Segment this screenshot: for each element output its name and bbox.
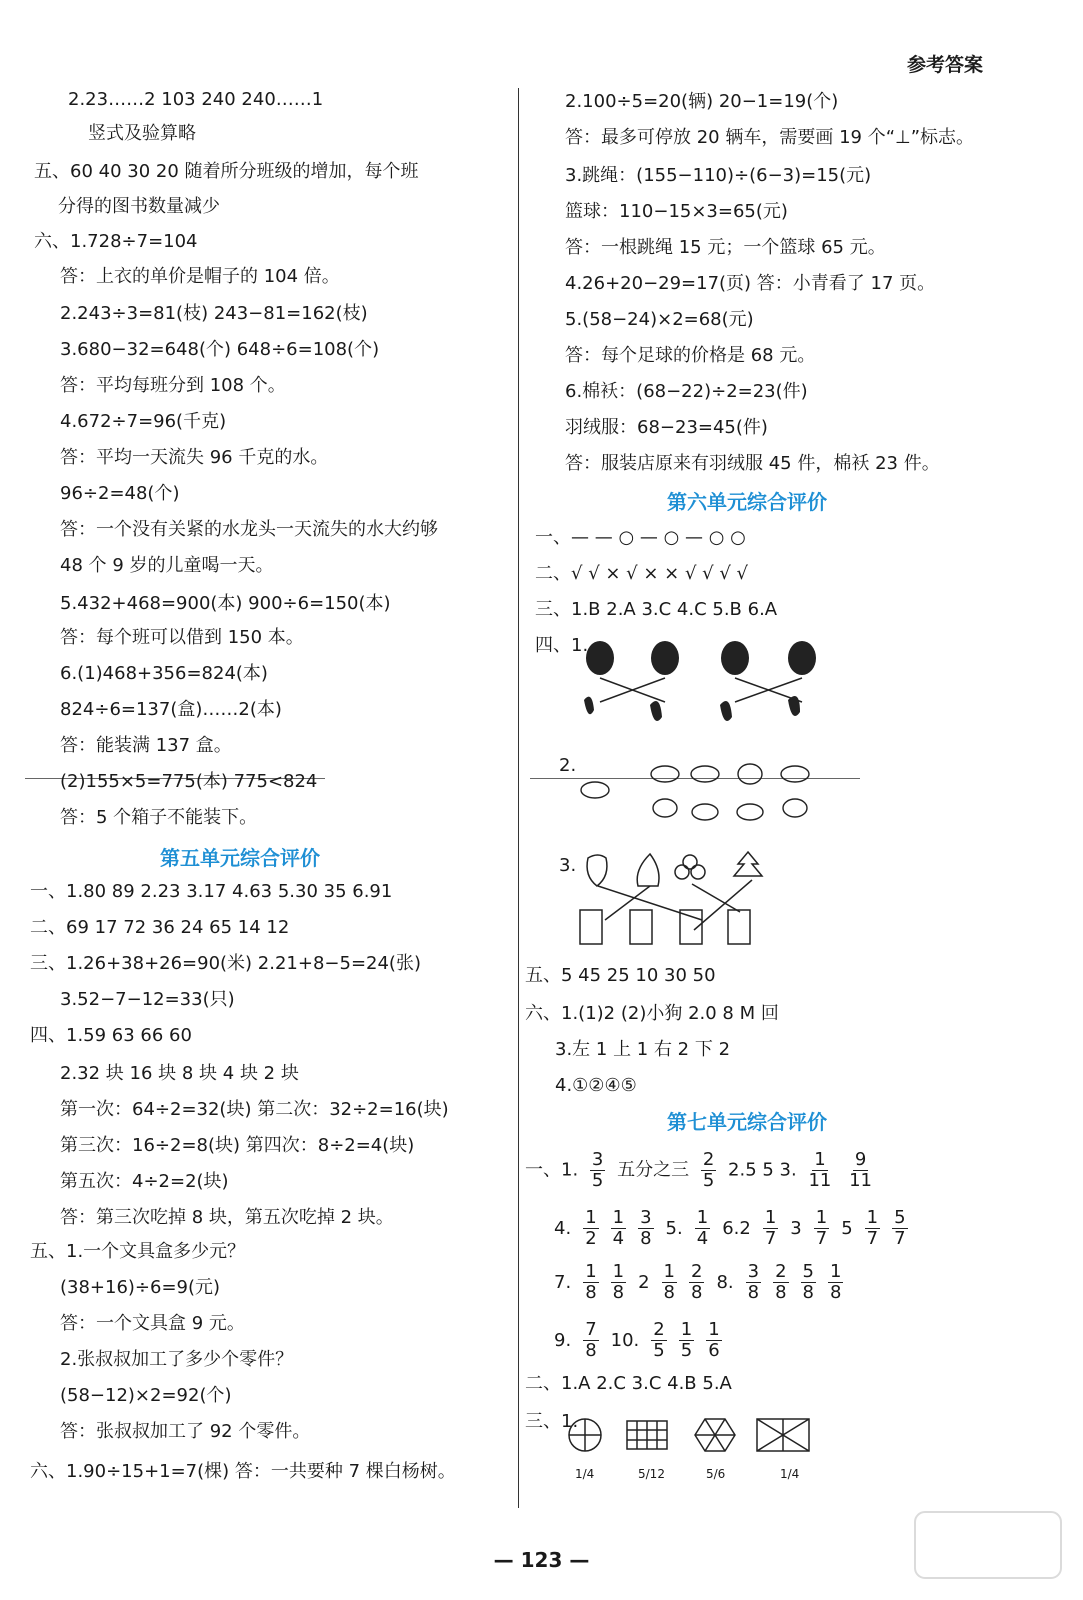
- answer-text: 2.5 5 3.: [728, 1159, 797, 1181]
- fraction-text: 五分之三: [617, 1159, 690, 1181]
- answer-line: 三、1.26+38+26=90(米) 2.21+8−5=24(张): [30, 953, 421, 974]
- fraction: $\frac{7}{8}$: [585, 1319, 597, 1361]
- answer-line: 3.52−7−12=33(只): [60, 989, 235, 1010]
- fraction: $\frac{3}{5}$: [591, 1149, 604, 1191]
- answer-token: 4.: [554, 1217, 572, 1239]
- answer-token: 6.2: [722, 1217, 751, 1239]
- answer-line: 答：一个没有关紧的水龙头一天流失的水大约够: [60, 519, 438, 540]
- fraction: $\frac{1}{4}$: [612, 1207, 625, 1249]
- answer-line: 2.243÷3=81(枝) 243−81=162(枝): [60, 303, 368, 324]
- shape-matching-figure: [570, 850, 800, 950]
- fraction: $\frac{2}{8}$: [775, 1261, 787, 1303]
- answer-line: 六、1.90÷15+1=7(棵) 答：一共要种 7 棵白杨树。: [30, 1461, 456, 1482]
- fraction: $\frac{9}{11}$: [849, 1149, 873, 1191]
- answer-line: 答：上衣的单价是帽子的 104 倍。: [60, 266, 340, 287]
- fraction: $\frac{1}{7}$: [764, 1207, 777, 1249]
- answer-line: 答：能装满 137 盒。: [60, 735, 232, 756]
- watermark-logo: [913, 1510, 1063, 1580]
- answer-line: 答：每个足球的价格是 68 元。: [565, 345, 816, 366]
- answer-line: 分得的图书数量减少: [58, 196, 220, 217]
- answer-line: 3.680−32=648(个) 648÷6=108(个): [60, 339, 380, 360]
- answer-line: (38+16)÷6=9(元): [60, 1277, 221, 1298]
- answer-line: 824÷6=137(盒)……2(本): [60, 699, 282, 720]
- page-number: — 123 —: [493, 1548, 590, 1572]
- answer-line: 2.23……2 103 240 240……1: [68, 89, 324, 110]
- column-divider: [518, 88, 519, 1508]
- fraction: $\frac{2}{8}$: [691, 1261, 703, 1303]
- answer-line: 答：服装店原来有羽绒服 45 件，棉袄 23 件。: [565, 453, 940, 474]
- shape-label-1: 1/4: [575, 1467, 595, 1481]
- answer-token: 9.: [554, 1329, 572, 1351]
- fraction: $\frac{5}{7}$: [894, 1207, 906, 1249]
- answer-line: 答：平均每班分到 108 个。: [60, 375, 286, 396]
- answer-line: 2.张叔叔加工了多少个零件？: [60, 1349, 294, 1370]
- answer-line: (2)155×5=775(本) 775<824: [60, 771, 318, 792]
- fraction-row-1: [525, 1150, 878, 1191]
- q-label: 一、1.: [525, 1159, 579, 1181]
- answer-line: 四、1.59 63 66 60: [30, 1025, 192, 1046]
- fraction: $\frac{1}{8}$: [830, 1261, 842, 1303]
- answer-line: 一、1.80 89 2.23 3.17 4.63 5.30 35 6.91: [30, 881, 393, 902]
- answer-token: 2: [638, 1271, 650, 1293]
- page-header: 参考答案: [906, 54, 983, 76]
- fraction: $\frac{1}{2}$: [585, 1207, 597, 1249]
- answer-token: 10.: [610, 1329, 640, 1351]
- answer-line: 6.棉袄：(68−22)÷2=23(件): [565, 381, 808, 402]
- answer-line: 六、1.728÷7=104: [34, 231, 198, 252]
- answer-line: 5.(58−24)×2=68(元): [565, 309, 754, 330]
- answer-line: 4.①②④⑤: [555, 1075, 637, 1096]
- answer-line: 答：5 个箱子不能装下。: [60, 807, 258, 828]
- fraction: $\frac{5}{8}$: [802, 1261, 814, 1303]
- answer-line: 96÷2=48(个): [60, 483, 180, 504]
- answer-line: 4.672÷7=96(千克): [60, 411, 227, 432]
- fraction: $\frac{2}{5}$: [653, 1319, 665, 1361]
- answer-line: 三、1.B 2.A 3.C 4.C 5.B 6.A: [535, 599, 778, 620]
- answer-line: 第一次：64÷2=32(块) 第二次：32÷2=16(块): [60, 1099, 449, 1120]
- fraction: $\frac{1}{5}$: [680, 1319, 693, 1361]
- fraction: $\frac{1}{11}$: [808, 1149, 832, 1191]
- shape-label-2: 5/12: [638, 1467, 665, 1481]
- fraction: $\frac{1}{6}$: [708, 1319, 720, 1361]
- answer-line: 竖式及验算略: [88, 123, 196, 144]
- section-title: 第六单元综合评价: [667, 490, 827, 514]
- fraction: $\frac{3}{8}$: [747, 1261, 760, 1303]
- answer-line: 6.(1)468+356=824(本): [60, 663, 268, 684]
- section-title: 第五单元综合评价: [160, 846, 320, 870]
- answer-line: 3.左 1 上 1 右 2 下 2: [555, 1039, 731, 1060]
- answer-line: 2.100÷5=20(辆) 20−1=19(个): [565, 91, 839, 112]
- fraction: $\frac{1}{8}$: [612, 1261, 625, 1303]
- answer-line: 五、1.一个文具盒多少元？: [30, 1241, 246, 1262]
- answer-line: 第三次：16÷2=8(块) 第四次：8÷2=4(块): [60, 1135, 415, 1156]
- answer-line: 三、1.: [525, 1411, 579, 1432]
- answer-line: 四、1.: [535, 635, 589, 656]
- fraction: $\frac{1}{8}$: [585, 1261, 597, 1303]
- shape-label-3: 5/6: [706, 1467, 726, 1481]
- answer-line: 羽绒服：68−23=45(件): [565, 417, 768, 438]
- fraction-row-2: [548, 1208, 914, 1249]
- shape-label-4: 1/4: [780, 1467, 800, 1481]
- answer-line: 答：张叔叔加工了 92 个零件。: [60, 1421, 311, 1442]
- answer-token: 5.: [665, 1217, 683, 1239]
- answer-line: 二、69 17 72 36 24 65 14 12: [30, 917, 290, 938]
- answer-token: 3: [790, 1217, 802, 1239]
- answer-line: 答：一根跳绳 15 元；一个篮球 65 元。: [565, 237, 886, 258]
- answer-line: 2.: [559, 755, 577, 776]
- answer-line: 4.26+20−29=17(页) 答：小青看了 17 页。: [565, 273, 936, 294]
- fraction: $\frac{1}{7}$: [815, 1207, 828, 1249]
- fish-matching-figure: [570, 760, 830, 840]
- answer-line: 五、60 40 30 20 随着所分班级的增加，每个班: [34, 161, 419, 182]
- section-title: 第七单元综合评价: [667, 1110, 827, 1134]
- answer-line: 48 个 9 岁的儿童喝一天。: [60, 555, 274, 576]
- answer-line: 答：最多可停放 20 辆车，需要画 19 个“⊥”标志。: [565, 127, 975, 148]
- fraction: $\frac{1}{8}$: [663, 1261, 675, 1303]
- answer-line: 五、5 45 25 10 30 50: [525, 965, 716, 986]
- answer-line: 3.跳绳：(155−110)÷(6−3)=15(元): [565, 165, 872, 186]
- answer-token: 7.: [554, 1271, 572, 1293]
- mask-matching-figure: [570, 630, 870, 740]
- answer-token: 5: [841, 1217, 853, 1239]
- answer-line: 2.32 块 16 块 8 块 4 块 2 块: [60, 1063, 299, 1084]
- answer-line: 5.432+468=900(本) 900÷6=150(本): [60, 593, 391, 614]
- answer-token: 8.: [716, 1271, 734, 1293]
- answer-line: 二、√ √ × √ × × √ √ √ √: [535, 563, 749, 584]
- fraction: $\frac{1}{7}$: [866, 1207, 879, 1249]
- answer-line: 答：第三次吃掉 8 块，第五次吃掉 2 块。: [60, 1207, 394, 1228]
- answer-line: 一、— — ○ — ○ — ○ ○: [535, 527, 746, 548]
- answer-line: 篮球：110−15×3=65(元): [565, 201, 788, 222]
- fraction-row-4: [548, 1320, 728, 1361]
- answer-line: 六、1.(1)2 (2)小狗 2.0 8 M 回: [525, 1003, 779, 1024]
- answer-line: (58−12)×2=92(个): [60, 1385, 232, 1406]
- fraction-row-3: [548, 1262, 849, 1303]
- fraction: $\frac{1}{4}$: [696, 1207, 709, 1249]
- answer-line: 二、1.A 2.C 3.C 4.B 5.A: [525, 1373, 732, 1394]
- answer-line: 答：一个文具盒 9 元。: [60, 1313, 245, 1334]
- answer-line: 答：每个班可以借到 150 本。: [60, 627, 304, 648]
- fraction: $\frac{3}{8}$: [640, 1207, 652, 1249]
- answer-line: 3.: [559, 855, 577, 876]
- answer-line: 答：平均一天流失 96 千克的水。: [60, 447, 329, 468]
- fraction: $\frac{2}{5}$: [702, 1149, 715, 1191]
- answer-line: 第五次：4÷2=2(块): [60, 1171, 229, 1192]
